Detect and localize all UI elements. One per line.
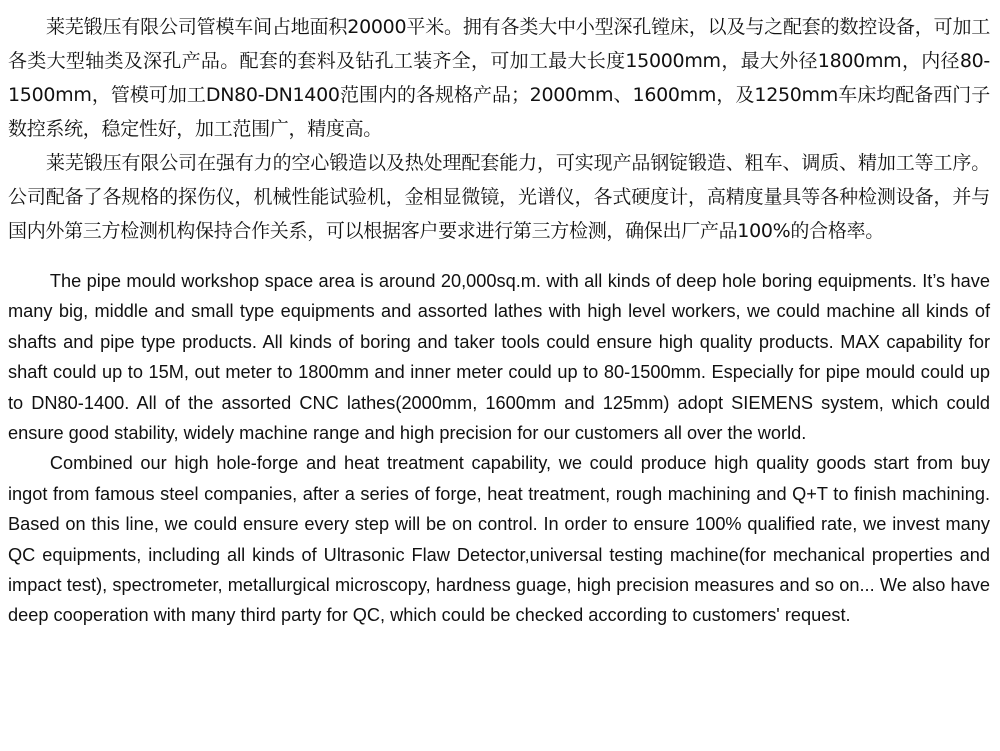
chinese-section: [8, 10, 990, 248]
chinese-paragraph-2: 莱芜锻压有限公司在强有力的空心锻造以及热处理配套能力，可实现产品钢锭锻造、粗车、调质、精加工等工序。公司配备了各规格的探伤仪，机械性能试验机，金相显微镜，光谱仪，各式硬度计，高精度量具等各种检测设备，并与国内外第三方检测机构保持合作关系，可以根据客户要求进行第三方检测，确保出厂产品100%的合格率。: [8, 152, 990, 242]
chinese-paragraph-1: 莱芜锻压有限公司管模车间占地面积20000平米。拥有各类大中小型深孔镗床，以及与之配套的数控设备，可加工各类大型轴类及深孔产品。配套的套料及钻孔工装齐全，可加工最大长度15000mm，最大外径1800mm，内径80-1500mm，管模可加工DN80-DN1400范围内的各规格产品；2000mm、1600mm，及1250mm车床均配备西门子数控系统，稳定性好，加工范围广，精度高。: [8, 16, 990, 140]
english-section: [8, 266, 990, 631]
english-paragraph-1: The pipe mould workshop space area is around 20,000sq.m. with all kinds of deep hole boring equipments. It’s have many big, middle and small type equipments and assorted lathes with high level workers, we could machine all kinds of shafts and pipe type products. All kinds of boring and taker tools could ensure high quality products. MAX capability for shaft could up to 15M, out meter to 1800mm and inner meter could up to 80-1500mm. Especially for pipe mould could up to DN80-1400. All of the assorted CNC lathes(2000mm, 1600mm and 125mm) adopt SIEMENS system, which could ensure good stability, widely machine range and high precision for our customers all over the world.: [8, 271, 990, 444]
section-spacer: [8, 248, 990, 266]
english-paragraph-2: Combined our high hole-forge and heat treatment capability, we could produce high quality goods start from buy ingot from famous steel companies, after a series of forge, heat treatment, rough machining and Q+T to finish machining. Based on this line, we could ensure every step will be on control. In order to ensure 100% qualified rate, we invest many QC equipments, including all kinds of Ultrasonic Flaw Detector,universal testing machine(for mechanical properties and impact test), spectrometer, metallurgical microscopy, hardness guage, high precision measures and so on... We also have deep cooperation with many third party for QC, which could be checked according to customers' request.: [8, 453, 990, 626]
document-body: [8, 10, 990, 631]
